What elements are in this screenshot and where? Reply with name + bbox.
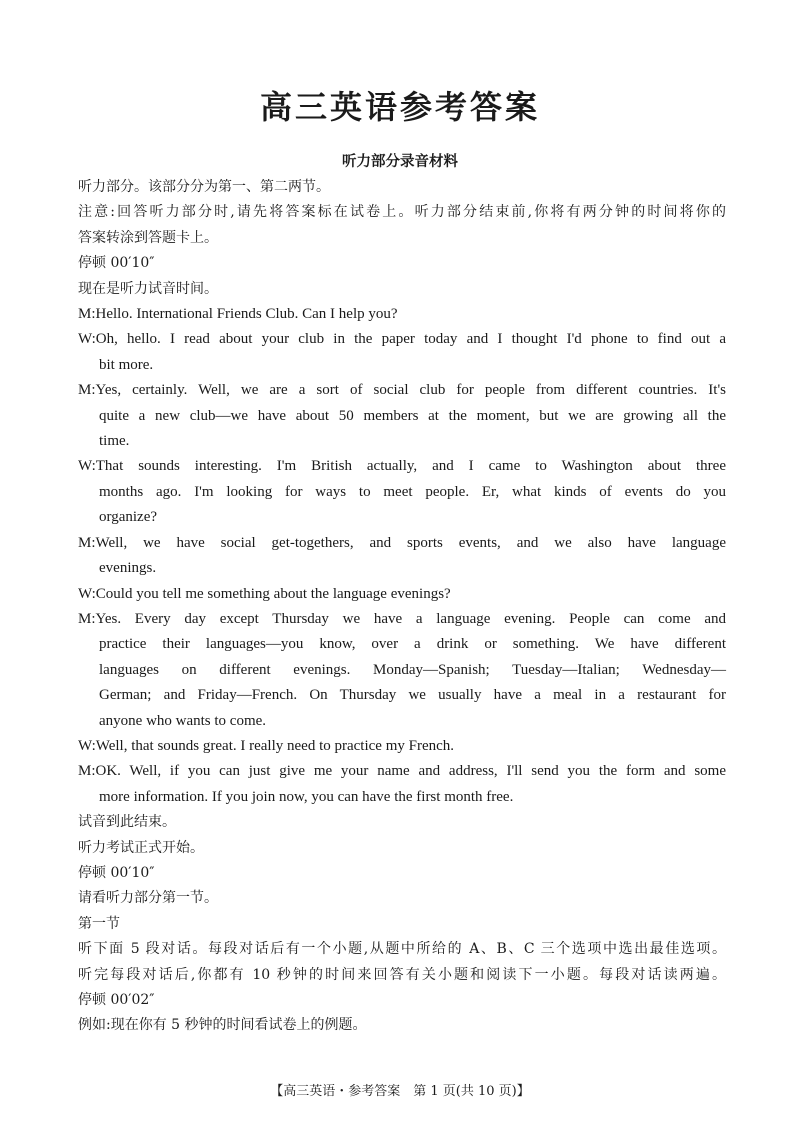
- document-body: [78, 175, 726, 1039]
- text-line: 听力部分。该部分分为第一、第二两节。: [78, 179, 330, 195]
- dialogue-line: anyone who wants to come.: [99, 712, 267, 729]
- dialogue-line: W:Oh, hello. I read about your club in the paper today and I thought I'd phone to find out a: [78, 331, 726, 348]
- text-line: 例如:现在你有 5 秒钟的时间看试卷上的例题。: [78, 1017, 367, 1034]
- dialogue-line: quite a new club—we have about 50 members at the moment, but we are growing all the: [99, 407, 726, 424]
- text-line: 请看听力部分第一节。: [78, 890, 218, 907]
- dialogue-line: evenings.: [99, 560, 157, 577]
- section-subtitle: 听力部分录音材料: [342, 154, 458, 170]
- text-line: 现在是听力试音时间。: [78, 280, 218, 297]
- dialogue-line: months ago. I'm looking for ways to meet people. Er, what kinds of events do you: [99, 483, 726, 500]
- dialogue-line: more information. If you join now, you can have the first month free.: [99, 788, 514, 805]
- text-line: 试音到此结束。: [78, 814, 176, 831]
- text-line: 听力考试正式开始。: [78, 839, 204, 856]
- section-heading: 第一节: [78, 915, 120, 932]
- dialogue-line: practice their languages—you know, over a drink or something. We have different: [99, 636, 726, 653]
- dialogue-line: M:Yes. Every day except Thursday we have a language evening. People can come and: [78, 610, 726, 627]
- dialogue-line: German; and Friday—French. On Thursday we usually have a meal in a restaurant for: [99, 687, 726, 704]
- dialogue-line: M:Hello. International Friends Club. Can I help you?: [78, 306, 398, 323]
- dialogue-line: organize?: [99, 509, 158, 526]
- text-line: 听下面 5 段对话。每段对话后有一个小题,从题中所给的 A、B、C 三个选项中选出最佳选项。: [78, 941, 726, 958]
- text-line: 听完每段对话后,你都有 10 秒钟的时间来回答有关小题和阅读下一小题。每段对话读两遍。: [78, 966, 726, 983]
- page-footer: 【高三英语・参考答案 第 1 页(共 10 页)】: [270, 1084, 530, 1099]
- pause-marker: 停顿 00′10″: [78, 864, 155, 881]
- text-line: 答案转涂到答题卡上。: [78, 229, 218, 246]
- dialogue-line: W:That sounds interesting. I'm British actually, and I came to Washington about three: [78, 458, 726, 475]
- dialogue-line: bit more.: [99, 356, 154, 373]
- text-line: 注意:回答听力部分时,请先将答案标在试卷上。听力部分结束前,你将有两分钟的时间将你的: [78, 204, 726, 221]
- dialogue-line: time.: [99, 433, 130, 450]
- dialogue-line: languages on different evenings. Monday—Spanish; Tuesday—Italian; Wednesday—: [99, 661, 726, 678]
- dialogue-line: M:OK. Well, if you can just give me your name and address, I'll send you the form and some: [78, 763, 726, 780]
- pause-marker: 停顿 00′10″: [78, 255, 155, 272]
- pause-marker: 停顿 00′02″: [78, 992, 155, 1008]
- dialogue-line: W:Could you tell me something about the language evenings?: [78, 585, 451, 602]
- page-title: 高三英语参考答案: [259, 88, 540, 126]
- dialogue-line: M:Well, we have social get-togethers, and sports events, and we also have language: [78, 534, 726, 551]
- dialogue-line: W:Well, that sounds great. I really need to practice my French.: [78, 737, 455, 754]
- dialogue-line: M:Yes, certainly. Well, we are a sort of social club for people from different countries. It's: [78, 382, 726, 399]
